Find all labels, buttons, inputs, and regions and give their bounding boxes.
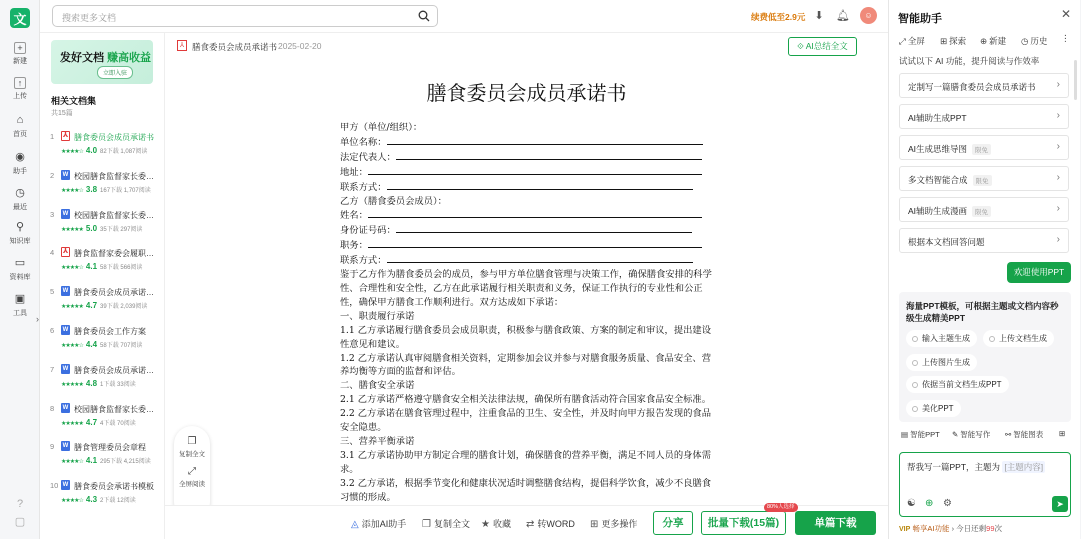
chart-icon: ⚯ xyxy=(1005,430,1012,439)
rating-stars-icon: ★★★★★ xyxy=(61,420,83,427)
doc-title: 膳食监督家委会履职… xyxy=(74,249,154,259)
suggestion-item[interactable] xyxy=(899,166,1069,191)
new-chat-tool[interactable] xyxy=(980,35,1006,47)
doc-rank: 8 xyxy=(50,403,55,413)
pen-icon: ✎ xyxy=(952,430,959,439)
feedback-icon[interactable]: ▢ xyxy=(14,516,26,528)
scrollbar[interactable] xyxy=(1074,60,1077,100)
vip-remaining-prefix: 今日还剩 xyxy=(956,524,987,533)
doc-paragraph: 二、膳食安全承诺 xyxy=(340,380,415,392)
nav-label: 上传 xyxy=(13,93,27,100)
pdf-icon: ⅄ xyxy=(177,40,187,51)
doc-rank: 9 xyxy=(50,442,55,452)
ai-summary-button[interactable] xyxy=(788,37,857,56)
add-ai-assistant-button[interactable] xyxy=(351,517,406,530)
doc-title: 校园膳食监督家长委… xyxy=(74,210,154,220)
fill-blank-line xyxy=(368,208,702,218)
history-tool[interactable] xyxy=(1021,35,1047,47)
expand-icon: ⤢ xyxy=(899,36,906,46)
nav-label: 最近 xyxy=(13,204,27,211)
vip-text[interactable]: 畅享AI功能 xyxy=(912,524,950,533)
doc-meta: ★★★★☆ 4.4 58下载 707阅读 xyxy=(61,340,143,349)
doc-rank: 3 xyxy=(50,209,55,219)
doc-paragraph: 三、营养平衡承诺 xyxy=(340,435,415,447)
doc-paragraph: 2.1 乙方承诺严格遵守膳食安全相关法律法规，确保所有膳食活动符合国家食品安全标准。 xyxy=(340,394,712,406)
chip-upload-image[interactable] xyxy=(906,354,977,371)
suggestion-item[interactable] xyxy=(899,228,1069,253)
tab-label: 智能PPT xyxy=(910,430,940,439)
ppt-heading: 海量PPT模板，可根据主题或文档内容秒级生成精美PPT xyxy=(906,301,1059,323)
nav-recent[interactable] xyxy=(0,186,40,212)
fullscreen-read-button[interactable] xyxy=(174,466,210,488)
suggestion-label: AI辅助生成漫画 限免 xyxy=(908,205,991,217)
promo-banner[interactable] xyxy=(51,40,153,84)
related-heading: 相关文档集 xyxy=(51,96,97,106)
fill-blank-line xyxy=(387,180,693,190)
related-count: 共15篇 xyxy=(51,110,73,117)
doc-title: 膳食管理委员会章程 xyxy=(74,443,146,453)
copy-icon: ❐ xyxy=(422,519,431,530)
suggestion-item[interactable] xyxy=(899,104,1069,129)
doc-title: 膳食委员会成员承诺书 xyxy=(426,81,627,105)
doc-title: 校园膳食监督家长委… xyxy=(74,171,154,181)
grid-icon[interactable]: ⊞ xyxy=(1059,429,1066,438)
nav-label: 新建 xyxy=(13,58,27,65)
doc-page xyxy=(165,59,888,505)
doc-meta: ★★★★☆ 3.8 167下载 1,707阅读 xyxy=(61,184,151,194)
doc-meta: ★★★★☆ 4.0 82下载 1,087阅读 xyxy=(61,146,148,155)
toolbox-icon: ▣ xyxy=(14,293,26,305)
folder-icon: ▭ xyxy=(14,257,26,269)
settings-icon[interactable]: ⚙ xyxy=(943,498,952,509)
ai-summary-label: AI总结全文 xyxy=(805,41,848,51)
tab-smart-writing[interactable] xyxy=(952,429,990,440)
clock-icon: ◷ xyxy=(1021,36,1029,46)
doc-paragraph: 甲方（单位/组织）： xyxy=(340,122,423,133)
fill-blank-line xyxy=(387,135,703,145)
globe-icon[interactable]: ⊕ xyxy=(925,498,934,509)
word-file-icon: W xyxy=(62,171,69,178)
pdf-file-icon: ⅄ xyxy=(62,132,69,139)
doc-paragraph: 单位名称： xyxy=(340,135,712,150)
welcome-ppt-button[interactable]: 欢迎使用PPT xyxy=(1007,262,1071,283)
suggestion-label: 多文档智能合成 限免 xyxy=(908,174,992,186)
free-badge: 限免 xyxy=(973,175,992,186)
doc-paragraph: 乙方（膳食委员会成员）： xyxy=(340,195,447,207)
batch-badge: 80%人选择 xyxy=(764,503,798,512)
share-button[interactable]: 分享 xyxy=(653,511,693,535)
tab-label: 智能图表 xyxy=(1013,430,1044,439)
tool-label: 新建 xyxy=(989,36,1007,46)
doc-header xyxy=(165,33,888,59)
word-file-icon: W xyxy=(62,327,69,333)
doc-paragraph: 3.2 乙方承诺，根据季节变化和健康状况适时调整膳食结构，提倡科学饮食，减少不良膳食习惯的形成。 xyxy=(340,477,712,503)
doc-title: 膳食委员会成员承诺… xyxy=(74,288,154,298)
rating-stars-icon: ★★★★★ xyxy=(61,381,83,388)
doc-rank: 1 xyxy=(50,132,55,141)
doc-paragraph: 联系方式： xyxy=(340,253,712,268)
vip-remaining-suffix: 次 xyxy=(994,524,1002,533)
doc-rank: 6 xyxy=(50,326,55,335)
vip-line: VIP 畅享AI功能 › 今日还剩99次 xyxy=(899,524,1002,533)
doc-paragraph: 鉴于乙方作为膳食委员会的成员，参与甲方单位膳食管理与决策工作，确保膳食安排的科学性、合理性和安全性，乙方在此承诺履行相关职责和义务，保证工作执行的专业性和公正性，确保甲方膳食工作顺利进行。双方达成如下承诺： xyxy=(340,269,712,308)
doc-meta: ★★★★★ 4.8 1下载 33阅读 xyxy=(61,378,136,388)
doc-title: 膳食委员会成员承诺… xyxy=(74,365,154,375)
doc-date: 2025-02-20 xyxy=(278,41,322,51)
suggestion-label: AI辅助生成PPT xyxy=(908,113,967,123)
rating-stars-icon: ★★★★☆ xyxy=(61,498,83,505)
new-chat-icon: ⊕ xyxy=(980,36,988,46)
fill-blank-line xyxy=(368,165,702,175)
favorite-button[interactable] xyxy=(481,517,511,530)
copy-icon: ❐ xyxy=(187,436,197,447)
chevron-right-icon: › xyxy=(1056,234,1060,245)
doc-paragraph: 姓名： xyxy=(340,208,712,223)
add-ai-label: 添加AI助手 xyxy=(361,519,407,529)
avatar[interactable]: ☺ xyxy=(860,7,877,24)
upload-icon: ↑ xyxy=(14,77,26,89)
chevron-right-icon: › xyxy=(1056,203,1060,214)
doc-rank: 10 xyxy=(50,481,59,491)
nav-library[interactable] xyxy=(0,256,40,282)
tool-label: 历史 xyxy=(1030,36,1048,46)
copy-all-label: 复制全文 xyxy=(433,519,470,529)
chip-upload-doc[interactable] xyxy=(983,330,1054,347)
ppt-icon: ▤ xyxy=(901,430,909,439)
doc-meta: ★★★★☆ 4.1 295下载 4,215阅读 xyxy=(61,456,151,466)
vip-remaining: 99 xyxy=(986,524,995,533)
chip-label: 上传文档生成 xyxy=(999,334,1047,343)
chip-label: 依据当前文档生成PPT xyxy=(922,380,1002,389)
tab-label: 智能写作 xyxy=(960,430,991,439)
left-nav xyxy=(0,0,40,539)
chevron-right-icon: › xyxy=(1056,172,1060,183)
chevron-right-icon: › xyxy=(1056,79,1060,90)
doc-meta: ★★★★☆ 4.3 2下载 12阅读 xyxy=(61,495,136,505)
fill-blank-line xyxy=(387,253,693,263)
model-icon[interactable]: ☯ xyxy=(907,498,916,509)
app-logo[interactable]: 文 xyxy=(10,8,30,28)
doc-title: 膳食委员会承诺书模板 xyxy=(74,482,154,492)
fill-blank-line xyxy=(396,223,692,233)
rating-stars-icon: ★★★★☆ xyxy=(61,343,83,349)
bottom-action-bar xyxy=(165,505,888,539)
assistant-intro: 试试以下 AI 功能，提升阅读与作效率 xyxy=(899,56,1040,66)
single-download-button[interactable]: 单篇下载 xyxy=(795,511,876,535)
nav-label: 资料库 xyxy=(9,274,31,281)
more-label: 更多操作 xyxy=(601,519,638,529)
expand-icon: ⤢ xyxy=(188,466,196,477)
chip-label: 美化PPT xyxy=(922,404,954,413)
doc-paragraph: 3.1 乙方承诺协助甲方制定合理的膳食计划，确保膳食的营养平衡，满足不同人员的身体需求。 xyxy=(340,449,712,475)
prompt-text: 帮我写一篇PPT，主题为 [主题内容] xyxy=(907,462,1044,472)
renew-promo[interactable]: 续费低至2.9元 xyxy=(751,12,806,22)
document-viewer xyxy=(165,33,888,539)
convert-icon: ⇄ xyxy=(526,519,535,530)
free-badge: 限免 xyxy=(972,206,991,217)
explore-tool[interactable] xyxy=(940,35,966,47)
suggestion-label: 定制写一篇膳食委员会成员承诺书 xyxy=(908,82,1036,92)
doc-rank: 4 xyxy=(50,248,55,258)
doc-title: 校园膳食监督家长委… xyxy=(74,404,154,414)
copy-all-float-button[interactable] xyxy=(174,436,210,458)
explore-icon: ⊞ xyxy=(940,36,948,46)
rating-stars-icon: ★★★★☆ xyxy=(61,459,83,466)
banner-title: 发好文档 赚高收益 xyxy=(60,52,152,64)
suggestion-label: 根据本文档回答问题 xyxy=(908,237,985,247)
pdf-file-icon: ⅄ xyxy=(62,248,69,256)
rating-stars-icon: ★★★★☆ xyxy=(61,265,83,272)
favorite-label: 收藏 xyxy=(492,519,511,529)
ai-assistant-icon: ◬ xyxy=(351,519,359,530)
word-file-icon: W xyxy=(62,404,69,411)
nav-upload[interactable] xyxy=(0,77,40,101)
banner-join-button[interactable]: 立即入驻 xyxy=(97,66,133,79)
doc-title: 膳食委员会工作方案 xyxy=(74,327,146,336)
nav-label: 知识库 xyxy=(9,238,31,245)
doc-paragraph: 职务： xyxy=(340,238,712,253)
ppt-card xyxy=(899,292,1071,422)
copy-all-button[interactable] xyxy=(422,517,470,530)
doc-meta: ★★★★★ 4.7 4下载 70阅读 xyxy=(61,417,136,427)
chip-current-doc[interactable] xyxy=(906,376,1009,393)
home-icon: ⌂ xyxy=(16,114,24,126)
rating-stars-icon: ★★★★★ xyxy=(61,226,83,233)
word-file-icon: W xyxy=(62,210,69,217)
plus-icon: + xyxy=(14,42,26,54)
nav-label: 助手 xyxy=(13,168,27,175)
tab-smart-ppt[interactable] xyxy=(901,429,940,440)
word-file-icon: W xyxy=(62,288,69,295)
nav-new[interactable] xyxy=(0,42,40,66)
fill-blank-line xyxy=(368,238,702,248)
chip-label: 上传图片生成 xyxy=(922,358,970,367)
doc-meta: ★★★★★ 4.7 39下载 2,039阅读 xyxy=(61,301,148,311)
nav-home[interactable] xyxy=(0,113,40,139)
free-badge: 限免 xyxy=(972,144,991,155)
doc-paragraph: 法定代表人： xyxy=(340,150,712,165)
nav-tools[interactable] xyxy=(0,292,40,318)
rating-stars-icon: ★★★★☆ xyxy=(61,187,83,194)
nav-label: 工具 xyxy=(13,310,27,317)
knowledge-icon: ⚲ xyxy=(15,221,25,233)
rating-stars-icon: ★★★★★ xyxy=(61,304,83,311)
doc-body xyxy=(340,121,712,518)
doc-paragraph: 身份证号码： xyxy=(340,223,712,238)
doc-meta: ★★★★★ 5.0 35下载 297阅读 xyxy=(61,223,143,233)
suggestion-label: AI生成思维导图 限免 xyxy=(908,143,991,155)
doc-paragraph: 1.2 乙方承诺认真审阅膳食相关资料，定期参加会议并参与对膳食服务质量、食品安全、营养均衡等方面的监督和评估。 xyxy=(340,352,712,378)
convert-word-label: 转WORD xyxy=(537,519,575,529)
doc-meta: ★★★★☆ 4.1 58下载 566阅读 xyxy=(61,262,143,272)
ai-icon: ⟐ xyxy=(797,41,806,51)
convert-word-button[interactable] xyxy=(526,517,575,530)
vip-badge: VIP xyxy=(899,526,911,533)
word-file-icon: W xyxy=(62,482,69,489)
doc-paragraph: 2.2 乙方承诺在膳食管理过程中，注重食品的卫生、安全性，并及时向甲方报告发现的食品安全隐患。 xyxy=(340,408,712,434)
assistant-title: 智能助手 xyxy=(898,13,942,25)
fullscreen-tool[interactable] xyxy=(899,35,925,47)
more-actions-button[interactable] xyxy=(590,517,637,530)
help-icon[interactable]: ? xyxy=(16,498,24,510)
tool-label: 探索 xyxy=(949,36,967,46)
doc-paragraph: 1.1 乙方承诺履行膳食委员会成员职责，积极参与膳食政策、方案的制定和审议，提出建设性意见和建议。 xyxy=(340,324,712,350)
fullscreen-label: 全屏阅读 xyxy=(179,481,205,488)
prompt-input[interactable] xyxy=(899,452,1071,517)
batch-download-button[interactable]: 批量下载(15篇) xyxy=(701,511,786,535)
doc-title: 膳食委员会成员承诺书 xyxy=(74,133,154,142)
chip-label: 输入主题生成 xyxy=(922,334,970,343)
doc-paragraph: 一、职责履行承诺 xyxy=(340,310,415,322)
rating-stars-icon: ★★★★☆ xyxy=(61,149,83,155)
copy-label: 复制全文 xyxy=(179,451,205,458)
download-manager-icon[interactable]: ⬇ xyxy=(814,10,824,22)
nav-label: 首页 xyxy=(13,131,27,138)
doc-rank: 5 xyxy=(50,287,55,297)
tab-smart-chart[interactable] xyxy=(1005,429,1043,440)
doc-paragraph: 联系方式： xyxy=(340,180,712,195)
suggestion-item[interactable] xyxy=(899,197,1069,222)
chip-beautify[interactable] xyxy=(906,400,961,417)
collapse-panel-icon[interactable]: › xyxy=(36,314,39,324)
more-icon[interactable]: ⋮ xyxy=(1061,33,1070,43)
search-icon[interactable] xyxy=(418,10,430,22)
assistant-icon: ◉ xyxy=(15,151,25,163)
suggestion-item[interactable] xyxy=(899,73,1069,98)
word-file-icon: W xyxy=(62,365,69,372)
star-icon: ★ xyxy=(481,519,490,530)
chevron-right-icon: › xyxy=(1056,110,1060,121)
nav-assistant[interactable] xyxy=(0,150,40,176)
doc-file-name: 膳食委员会成员承诺书 xyxy=(192,42,278,52)
search-input[interactable] xyxy=(52,5,438,27)
close-icon[interactable]: ✕ xyxy=(1061,7,1072,21)
doc-paragraph: 地址： xyxy=(340,165,712,180)
nav-knowledge[interactable] xyxy=(0,220,40,246)
related-panel xyxy=(36,33,165,539)
search-placeholder: 搜索更多文档 xyxy=(62,13,117,23)
bell-icon[interactable]: 🔔︎ xyxy=(836,10,850,22)
fill-blank-line xyxy=(396,150,702,160)
top-bar xyxy=(40,0,888,33)
chip-topic[interactable] xyxy=(906,330,977,347)
chevron-right-icon: › xyxy=(1056,141,1060,152)
word-file-icon: W xyxy=(62,443,69,450)
clock-icon: ◷ xyxy=(15,187,25,199)
doc-rank: 2 xyxy=(50,170,55,180)
grid-icon: ⊞ xyxy=(590,519,599,530)
send-button[interactable]: ➤ xyxy=(1052,496,1068,512)
doc-rank: 7 xyxy=(50,364,55,374)
tool-label: 全屏 xyxy=(907,36,925,46)
ai-assistant-panel xyxy=(888,0,1080,539)
suggestion-item[interactable] xyxy=(899,135,1069,160)
